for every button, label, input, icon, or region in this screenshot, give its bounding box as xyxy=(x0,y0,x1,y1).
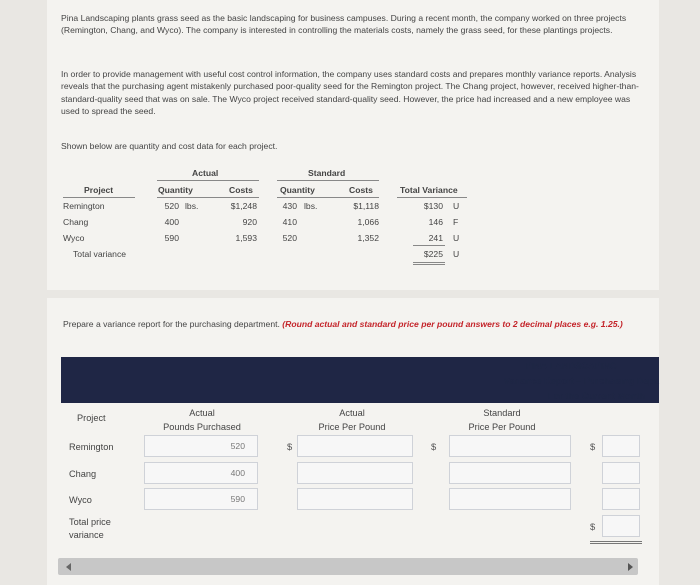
actual-pounds-field: 400 xyxy=(144,462,258,484)
report-row-label: Chang xyxy=(69,469,97,479)
col-header-total-variance: Total Variance xyxy=(400,185,458,195)
divider xyxy=(397,197,467,198)
group-standard-header: Standard xyxy=(308,168,346,178)
col-header-project: Project xyxy=(84,185,114,195)
total-price-variance-label: Total price variance xyxy=(69,517,111,540)
divider xyxy=(277,180,379,181)
divider xyxy=(590,541,642,542)
row-variance-flag: U xyxy=(453,201,460,211)
report-row-label: Wyco xyxy=(69,495,92,505)
report-title: Variance Report – Purchasing Depa xyxy=(503,376,659,386)
row-variance-flag: U xyxy=(453,233,460,243)
group-actual-header: Actual xyxy=(192,168,219,178)
question-text xyxy=(63,318,653,330)
report-period: For the Current Month xyxy=(548,391,645,401)
row-actual-costs: $1,248 xyxy=(230,201,257,211)
problem-paragraph-2: In order to provide management with useful cost control information, the company uses standard costs and prepares monthly variance reports. Analysis reveals that the purchasing agent mistakenly purchased poor-quality seed for the Remington project. The Chang project, however, received higher-than-standard-quality seed that was on sale. The Wyco project received standard-quality seed. However, the price had increased and a new employee was used to spread the seed. xyxy=(61,69,639,117)
row-actual-unit: lbs. xyxy=(185,201,199,211)
row-standard-unit: lbs. xyxy=(304,201,318,211)
divider xyxy=(413,245,445,246)
divider xyxy=(590,543,642,544)
question-prompt: Prepare a variance report for the purchasing department. xyxy=(63,319,280,329)
row-actual-quantity: 590 xyxy=(164,233,179,243)
row-standard-costs: 1,352 xyxy=(357,233,379,243)
row-project: Wyco xyxy=(63,233,85,243)
standard-price-input[interactable] xyxy=(449,488,571,510)
row-standard-quantity: 430 xyxy=(282,201,297,211)
row-actual-costs: 920 xyxy=(242,217,257,227)
row-project: Remington xyxy=(63,201,105,211)
divider xyxy=(413,262,445,263)
row-actual-quantity: 400 xyxy=(164,217,179,227)
row-actual-quantity: 520 xyxy=(164,201,179,211)
scroll-right-arrow-icon[interactable] xyxy=(628,563,633,571)
divider xyxy=(413,264,445,265)
rounding-instruction: (Round actual and standard price per pound answers to 2 decimal places e.g. 1.25.) xyxy=(282,319,623,329)
col-header-actual-costs: Costs xyxy=(229,185,253,195)
actual-pounds-field: 590 xyxy=(144,488,258,510)
row-standard-costs: $1,118 xyxy=(353,201,379,211)
row-standard-costs: 1,066 xyxy=(357,217,379,227)
problem-panel xyxy=(47,0,659,290)
row-standard-quantity: 410 xyxy=(282,217,297,227)
divider xyxy=(157,180,259,181)
report-company-name: PINA LANDSCAPING xyxy=(525,361,617,371)
row-variance-flag: F xyxy=(453,217,459,227)
col-header-actual-pounds: Actual Pounds Purchased xyxy=(163,408,241,432)
divider xyxy=(277,197,379,198)
col-header-standard-costs: Costs xyxy=(349,185,373,195)
row-variance: 241 xyxy=(428,233,443,243)
total-variance-flag: U xyxy=(453,249,460,259)
total-variance-value: $225 xyxy=(423,249,443,259)
price-variance-input[interactable] xyxy=(602,488,640,510)
row-variance: 146 xyxy=(428,217,443,227)
row-variance: $130 xyxy=(423,201,443,211)
col-header-actual-quantity: Quantity xyxy=(158,185,193,195)
standard-price-input[interactable] xyxy=(449,435,571,457)
problem-paragraph-3: Shown below are quantity and cost data for each project. xyxy=(61,141,278,151)
horizontal-scrollbar[interactable] xyxy=(58,558,638,575)
actual-price-input[interactable] xyxy=(297,462,413,484)
problem-paragraph-1: Pina Landscaping plants grass seed as the basic landscaping for business campuses. During a recent month, the company worked on three projects (Remington, Chang, and Wyco). The company is interested in controlling the materials costs, namely the grass seed, for these plantings projects. xyxy=(61,13,627,36)
price-variance-input[interactable] xyxy=(602,462,640,484)
question-panel xyxy=(47,298,659,585)
currency-symbol: $ xyxy=(287,441,293,452)
currency-symbol: $ xyxy=(431,441,437,452)
report-row-label: Remington xyxy=(69,442,114,452)
col-header-standard-quantity: Quantity xyxy=(280,185,315,195)
price-variance-input[interactable] xyxy=(602,435,640,457)
row-actual-costs: 1,593 xyxy=(235,233,257,243)
col-header-actual-price: Actual Price Per Pound xyxy=(318,408,386,432)
divider xyxy=(63,197,135,198)
row-project: Chang xyxy=(63,217,89,227)
total-variance-label: Total variance xyxy=(73,249,127,259)
currency-symbol: $ xyxy=(590,441,596,452)
currency-symbol: $ xyxy=(590,521,596,532)
col-header-standard-price: Standard Price Per Pound xyxy=(468,408,536,432)
actual-price-input[interactable] xyxy=(297,488,413,510)
divider xyxy=(157,197,259,198)
scroll-left-arrow-icon[interactable] xyxy=(66,563,71,571)
total-price-variance-input[interactable] xyxy=(602,515,640,537)
actual-pounds-field: 520 xyxy=(144,435,258,457)
standard-price-input[interactable] xyxy=(449,462,571,484)
actual-price-input[interactable] xyxy=(297,435,413,457)
row-standard-quantity: 520 xyxy=(282,233,297,243)
col-header-project: Project xyxy=(77,413,106,423)
